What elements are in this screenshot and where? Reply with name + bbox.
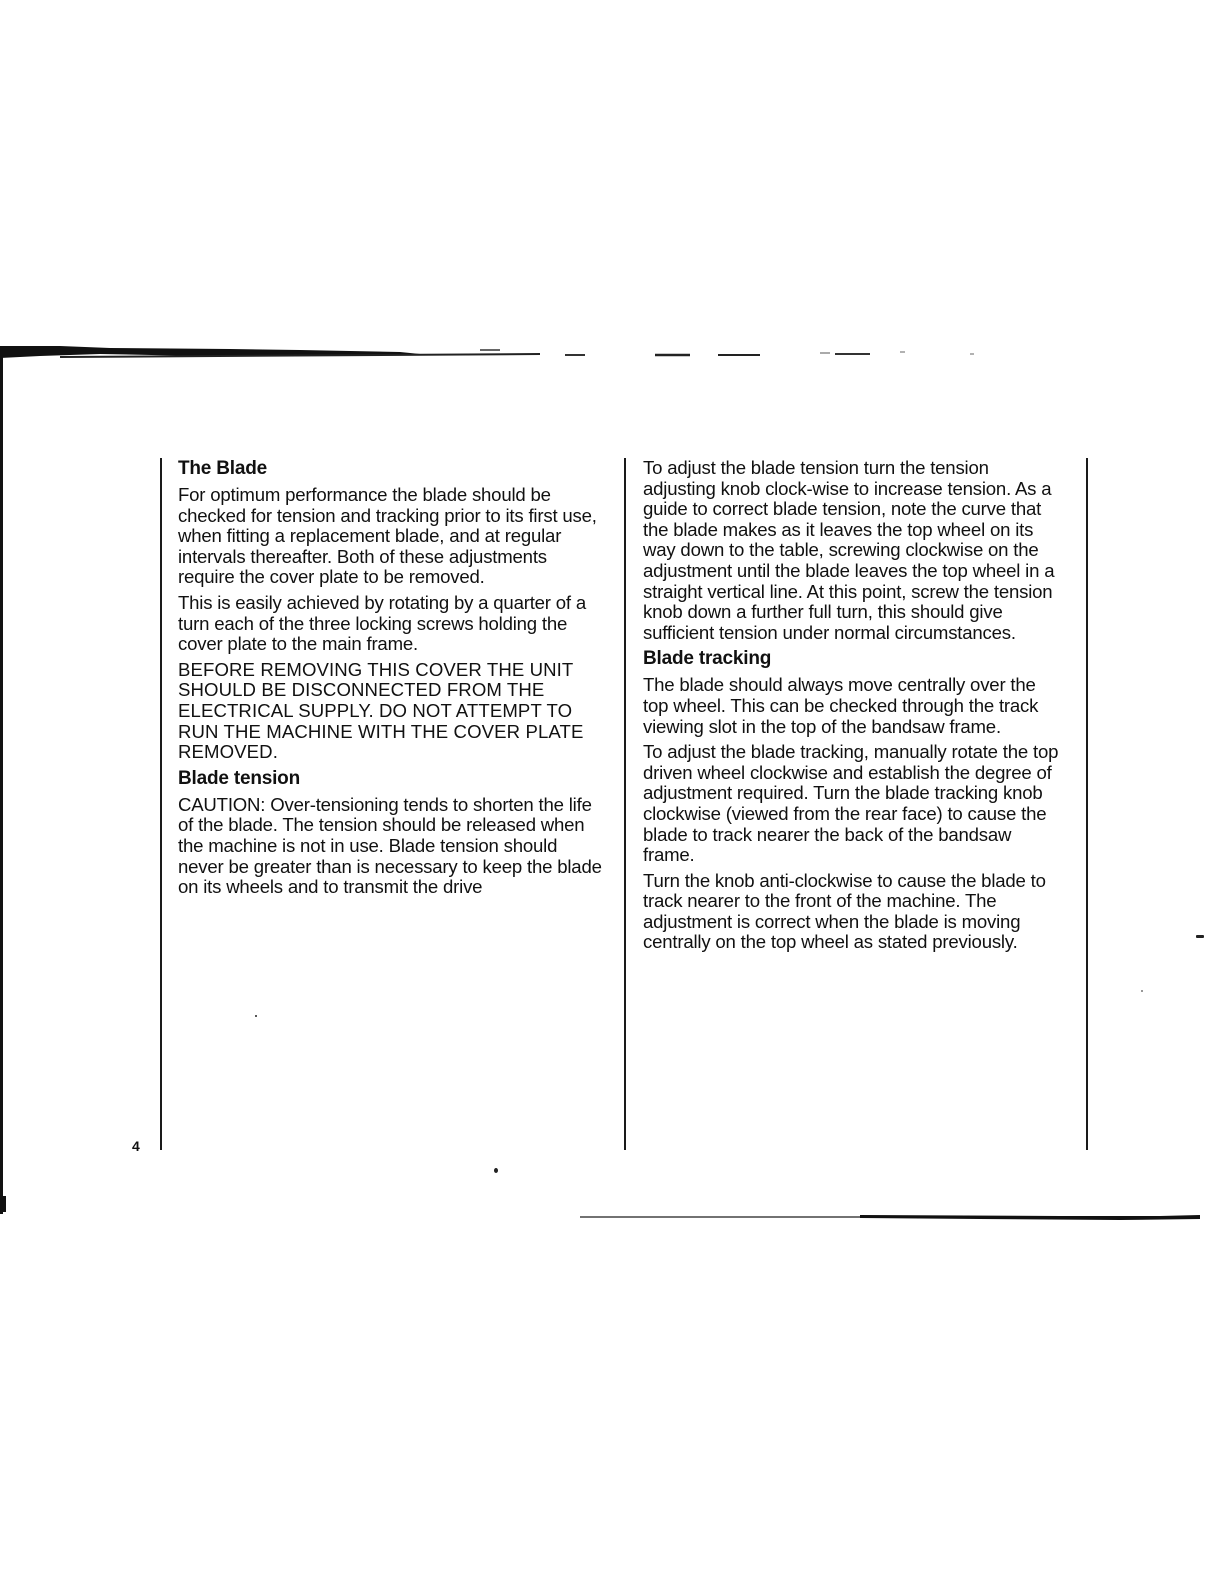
- tracking-intro-paragraph: The blade should always move centrally over the top wheel. This can be checked through the track viewing slot in the top of the bandsaw frame.: [643, 674, 1039, 737]
- heading-the-blade: The Blade: [178, 458, 267, 479]
- electrical-warning: BEFORE REMOVING THIS COVER THE UNIT SHOULD BE DISCONNECTED FROM THE ELECTRICAL SUPPLY. DO NOT ATTEMPT TO RUN THE MACHINE WITH THE COVER PLATE REMOVED.: [178, 658, 584, 763]
- column-divider-middle: [624, 458, 626, 1150]
- cover-plate-paragraph: This is easily achieved by rotating by a quarter of a turn each of the three locking screws holding the cover plate to the main frame.: [178, 591, 586, 655]
- tracking-anticlockwise-paragraph: Turn the knob anti-clockwise to cause the blade to track nearer to the front of the machine. The adjustment is correct when the blade is moving centrally on the top wheel as stated previously.: [643, 869, 1046, 953]
- blade-intro-paragraph: For optimum performance the blade should be checked for tension and tracking prior to its first use, when fitting a replacement blade, and at regular intervals thereafter. Both of these adjustments require the cover plate to be removed.: [178, 484, 597, 588]
- page-number: 4: [132, 1138, 140, 1154]
- scan-speck: [255, 1015, 257, 1017]
- column-divider-left: [160, 458, 162, 1150]
- tension-caution-paragraph: CAUTION: Over-tensioning tends to shorten the life of the blade. The tension should be released when the machine is not in use. Blade tension should never be greater than is necessary to keep the blade on its wheels and to transmit the drive: [178, 793, 602, 898]
- top-page-rule: [0, 340, 1225, 370]
- heading-blade-tracking: Blade tracking: [643, 648, 772, 670]
- column-divider-right: [1086, 458, 1088, 1150]
- tracking-adjust-paragraph: To adjust the blade tracking, manually rotate the top driven wheel clockwise and establish the degree of adjustment required. Turn the blade tracking knob clockwise (viewed from the rear face) to cause the blade to track nearer the back of the bandsaw frame.: [643, 741, 1059, 866]
- left-column: [178, 458, 603, 903]
- left-page-edge: [0, 352, 3, 1214]
- heading-blade-tension: Blade tension: [178, 767, 300, 789]
- tension-adjust-paragraph: To adjust the blade tension turn the tension adjusting knob clock-wise to increase tension. As a guide to correct blade tension, note the curve that the blade makes as it leaves the top wheel on its way down to the table, screwing clockwise on the adjustment until the blade leaves the top wheel in a straight vertical line. At this point, screw the tension knob down a further full turn, this should give sufficient tension under normal circumstances.: [643, 457, 1055, 643]
- scan-speck: [1141, 990, 1143, 992]
- bottom-page-rule: [560, 1208, 1225, 1228]
- scan-speck: [1196, 935, 1204, 938]
- scan-speck: [0, 1196, 6, 1212]
- scan-speck: [494, 1168, 498, 1173]
- right-column: [643, 458, 1065, 958]
